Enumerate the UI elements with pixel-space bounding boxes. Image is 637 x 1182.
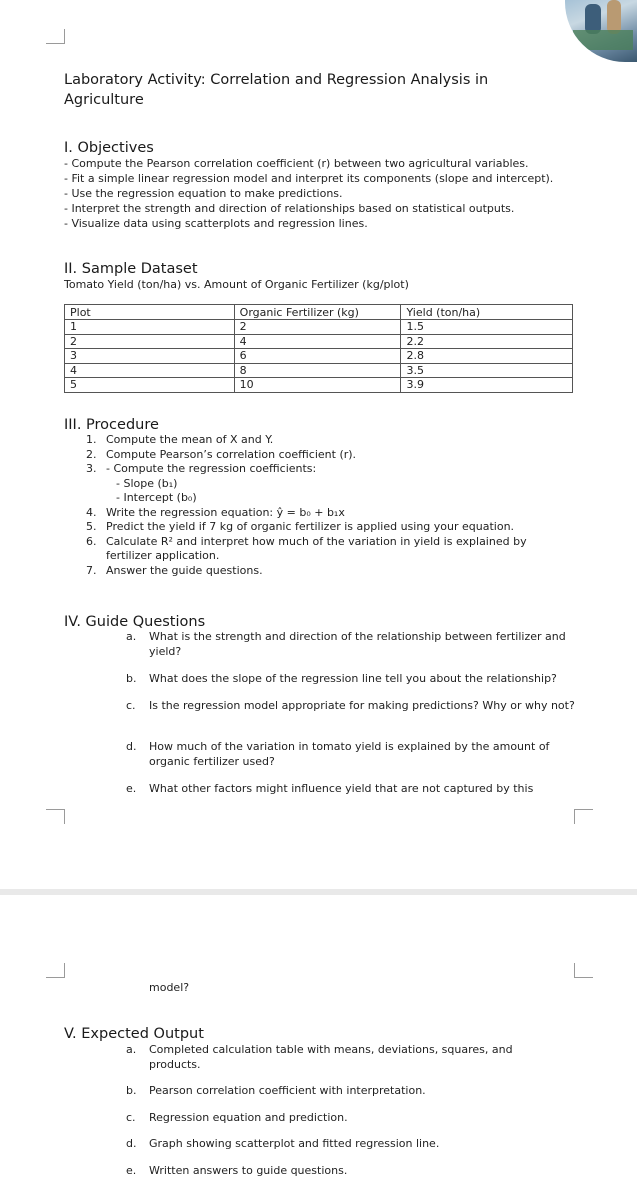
guide-question bbox=[126, 699, 586, 714]
question-letter: c. bbox=[126, 699, 136, 712]
procedure-heading: III. Procedure bbox=[64, 417, 159, 433]
table-row bbox=[65, 363, 573, 378]
guide-heading: IV. Guide Questions bbox=[64, 614, 206, 630]
crop-mark-top-right bbox=[574, 963, 593, 978]
crop-mark-bottom-left bbox=[46, 809, 65, 824]
table-header-row bbox=[65, 305, 573, 320]
output-item bbox=[126, 1111, 566, 1126]
output-letter: a. bbox=[126, 1043, 137, 1056]
table-cell: 2 bbox=[234, 320, 401, 335]
table-cell: 6 bbox=[234, 349, 401, 364]
column-header: Plot bbox=[65, 305, 235, 320]
output-item bbox=[126, 1164, 566, 1179]
table-cell: 2.8 bbox=[401, 349, 573, 364]
table-cell: 5 bbox=[65, 378, 235, 393]
table-row bbox=[65, 334, 573, 349]
procedure-step bbox=[86, 520, 586, 535]
guide-question bbox=[126, 782, 586, 797]
question-text: Is the regression model appropriate for making predictions? Why or why not? bbox=[149, 699, 575, 712]
dataset-heading: II. Sample Dataset bbox=[64, 261, 198, 277]
table-row bbox=[65, 349, 573, 364]
procedure-substep bbox=[86, 491, 586, 506]
table-cell: 1.5 bbox=[401, 320, 573, 335]
table-cell: 2.2 bbox=[401, 334, 573, 349]
output-letter: e. bbox=[126, 1164, 137, 1177]
column-header: Organic Fertilizer (kg) bbox=[234, 305, 401, 320]
table-cell: 1 bbox=[65, 320, 235, 335]
crop-mark-top-left bbox=[46, 29, 65, 44]
procedure-step bbox=[86, 448, 586, 463]
objective-item: - Visualize data using scatterplots and regression lines. bbox=[64, 217, 368, 230]
output-letter: b. bbox=[126, 1084, 137, 1097]
objective-item: - Interpret the strength and direction of relationships based on statistical outputs. bbox=[64, 202, 515, 215]
step-text: Compute the mean of X and Y. bbox=[106, 433, 274, 446]
photo-foliage bbox=[573, 30, 633, 50]
output-text: Graph showing scatterplot and fitted regression line. bbox=[149, 1137, 440, 1150]
step-text: - Slope (b₁) bbox=[116, 476, 178, 490]
document-title: Laboratory Activity: Correlation and Regression Analysis in Agriculture bbox=[64, 72, 489, 108]
guide-question bbox=[126, 630, 586, 659]
procedure-step bbox=[86, 433, 586, 448]
objective-item: - Use the regression equation to make predictions. bbox=[64, 187, 343, 200]
question-text: What other factors might influence yield that are not captured by this bbox=[149, 782, 534, 795]
step-text: - Compute the regression coefficients: bbox=[106, 462, 317, 475]
step-number: 1. bbox=[86, 433, 97, 446]
objective-item: - Compute the Pearson correlation coefficient (r) between two agricultural variables. bbox=[64, 157, 529, 170]
procedure-list bbox=[86, 433, 586, 578]
table-cell: 2 bbox=[65, 334, 235, 349]
output-text: Pearson correlation coefficient with interpretation. bbox=[149, 1084, 426, 1097]
question-letter: b. bbox=[126, 672, 137, 685]
objectives-list bbox=[64, 156, 604, 231]
corner-photo bbox=[565, 0, 637, 62]
step-number: 6. bbox=[86, 534, 97, 548]
question-letter: e. bbox=[126, 782, 137, 795]
step-number: 7. bbox=[86, 563, 97, 577]
output-heading: V. Expected Output bbox=[64, 1026, 204, 1042]
table-cell: 10 bbox=[234, 378, 401, 393]
dataset-table bbox=[64, 304, 573, 393]
guide-question bbox=[126, 672, 586, 687]
output-letter: d. bbox=[126, 1137, 137, 1150]
procedure-step bbox=[86, 506, 586, 521]
dataset-subtitle: Tomato Yield (ton/ha) vs. Amount of Organic Fertilizer (kg/plot) bbox=[64, 278, 409, 291]
column-header: Yield (ton/ha) bbox=[401, 305, 573, 320]
procedure-substep bbox=[86, 477, 586, 492]
guide-question bbox=[126, 740, 586, 769]
crop-mark-top-left bbox=[46, 963, 65, 978]
question-text: How much of the variation in tomato yield is explained by the amount of organic fertilizer used? bbox=[149, 740, 550, 768]
step-text: Predict the yield if 7 kg of organic fertilizer is applied using your equation. bbox=[106, 520, 515, 533]
question-text: What is the strength and direction of the relationship between fertilizer and yield? bbox=[149, 630, 566, 658]
table-cell: 8 bbox=[234, 363, 401, 378]
table-cell: 3.9 bbox=[401, 378, 573, 393]
step-number: 2. bbox=[86, 447, 97, 461]
output-item bbox=[126, 1043, 566, 1072]
step-text: Write the regression equation: ŷ = b₀ + b₁x bbox=[106, 505, 345, 519]
step-text: Compute Pearson’s correlation coefficient (r). bbox=[106, 447, 357, 461]
procedure-step bbox=[86, 535, 586, 564]
output-letter: c. bbox=[126, 1111, 136, 1124]
guide-question-continuation: model? bbox=[149, 981, 190, 994]
photo-figure bbox=[607, 0, 621, 34]
output-text: Written answers to guide questions. bbox=[149, 1164, 348, 1177]
step-text: Answer the guide questions. bbox=[106, 563, 263, 577]
procedure-step bbox=[86, 564, 586, 579]
step-text: Calculate R² and interpret how much of the variation in yield is explained by fertilizer application. bbox=[106, 534, 527, 562]
table-cell: 4 bbox=[234, 334, 401, 349]
output-item bbox=[126, 1137, 566, 1152]
procedure-step bbox=[86, 462, 586, 477]
step-number: 3. bbox=[86, 462, 97, 475]
question-letter: a. bbox=[126, 630, 137, 643]
table-row bbox=[65, 320, 573, 335]
table-cell: 4 bbox=[65, 363, 235, 378]
crop-mark-bottom-right bbox=[574, 809, 593, 824]
objective-item: - Fit a simple linear regression model and interpret its components (slope and intercept). bbox=[64, 172, 554, 185]
step-text: - Intercept (b₀) bbox=[116, 491, 197, 504]
table-row bbox=[65, 378, 573, 393]
output-text: Completed calculation table with means, deviations, squares, and products. bbox=[149, 1043, 513, 1071]
step-number: 5. bbox=[86, 520, 97, 533]
table-cell: 3.5 bbox=[401, 363, 573, 378]
objectives-heading: I. Objectives bbox=[64, 140, 154, 156]
question-letter: d. bbox=[126, 740, 137, 753]
question-text: What does the slope of the regression line tell you about the relationship? bbox=[149, 672, 557, 685]
table-cell: 3 bbox=[65, 349, 235, 364]
output-text: Regression equation and prediction. bbox=[149, 1111, 348, 1124]
output-item bbox=[126, 1084, 566, 1099]
step-number: 4. bbox=[86, 505, 97, 519]
